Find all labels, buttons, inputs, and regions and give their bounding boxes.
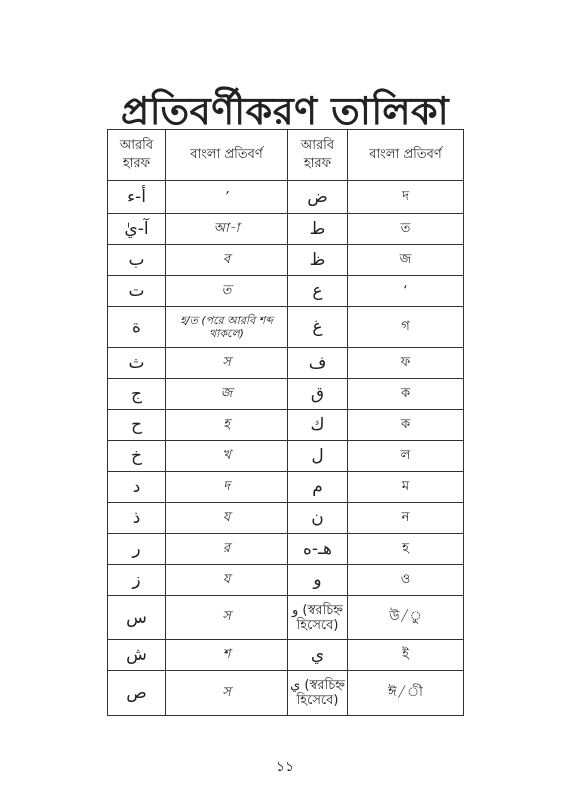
- arabic-letter-cell: ز: [108, 565, 166, 596]
- bangla-transliteration-cell: জ: [348, 245, 464, 276]
- arabic-letter-cell: س: [108, 596, 166, 640]
- arabic-letter-cell: ك: [288, 410, 348, 441]
- bangla-transliteration-cell: ল: [348, 441, 464, 472]
- table-row: [108, 565, 464, 596]
- bangla-transliteration-cell: য: [166, 565, 288, 596]
- bangla-transliteration-cell: ক: [348, 379, 464, 410]
- arabic-letter-cell: د: [108, 472, 166, 503]
- table-row: [108, 245, 464, 276]
- table-row: [108, 534, 464, 565]
- arabic-letter-cell: ذ: [108, 503, 166, 534]
- bangla-transliteration-cell: উ/ু: [348, 596, 464, 640]
- arabic-letter-cell: هـ-ه: [288, 534, 348, 565]
- arabic-letter-cell: ظ: [288, 245, 348, 276]
- arabic-letter-cell: ث: [108, 348, 166, 379]
- arabic-letter-cell: ح: [108, 410, 166, 441]
- header-arabic-letter-2: আরবি হারফ: [288, 130, 348, 181]
- table-row: [108, 472, 464, 503]
- arabic-letter-cell: ن: [288, 503, 348, 534]
- bangla-transliteration-cell: দ: [348, 181, 464, 214]
- table-row: [108, 348, 464, 379]
- bangla-transliteration-cell: ত: [166, 276, 288, 307]
- arabic-letter-cell: ق: [288, 379, 348, 410]
- table-row: [108, 441, 464, 472]
- arabic-letter-cell: ل: [288, 441, 348, 472]
- bangla-transliteration-cell: র: [166, 534, 288, 565]
- page-number: ১১: [275, 759, 295, 775]
- bangla-transliteration-cell: ফ: [348, 348, 464, 379]
- table-row: [108, 214, 464, 245]
- bangla-transliteration-cell: য: [166, 503, 288, 534]
- bangla-transliteration-cell: জ: [166, 379, 288, 410]
- table-row: [108, 503, 464, 534]
- table-row: [108, 307, 464, 348]
- header-bangla-transliteration-1: বাংলা প্রতিবর্ণ: [166, 130, 288, 181]
- transliteration-table: [107, 129, 464, 716]
- bangla-transliteration-cell: ‘: [348, 276, 464, 307]
- bangla-transliteration-cell: ম: [348, 472, 464, 503]
- arabic-letter-cell: ط: [288, 214, 348, 245]
- table-row: [108, 379, 464, 410]
- arabic-letter-cell: ص: [108, 671, 166, 716]
- arabic-letter-cell: ف: [288, 348, 348, 379]
- bangla-transliteration-cell: স: [166, 596, 288, 640]
- arabic-letter-cell: ض: [288, 181, 348, 214]
- arabic-letter-cell: ت: [108, 276, 166, 307]
- arabic-letter-cell: م: [288, 472, 348, 503]
- bangla-transliteration-cell: ই: [348, 640, 464, 671]
- bangla-transliteration-cell: স: [166, 348, 288, 379]
- header-bangla-transliteration-2: বাংলা প্রতিবর্ণ: [348, 130, 464, 181]
- arabic-letter-cell: غ: [288, 307, 348, 348]
- table-row: [108, 276, 464, 307]
- header-arabic-letter-1: আরবি হারফ: [108, 130, 166, 181]
- arabic-letter-cell: ي: [288, 640, 348, 671]
- page-title: প্রতিবর্ণীকরণ তালিকা: [120, 89, 450, 133]
- table-row: [108, 596, 464, 640]
- bangla-transliteration-cell: হ: [348, 534, 464, 565]
- bangla-transliteration-cell: গ: [348, 307, 464, 348]
- table-row: [108, 640, 464, 671]
- table-row: [108, 671, 464, 716]
- bangla-transliteration-cell: ’: [166, 181, 288, 214]
- bangla-transliteration-cell: আ-া: [166, 214, 288, 245]
- arabic-letter-cell: أ-ء: [108, 181, 166, 214]
- bangla-transliteration-cell: ক: [348, 410, 464, 441]
- bangla-transliteration-cell: ন: [348, 503, 464, 534]
- bangla-transliteration-cell: স: [166, 671, 288, 716]
- bangla-transliteration-cell: ব: [166, 245, 288, 276]
- arabic-letter-cell: ش: [108, 640, 166, 671]
- table-row: [108, 181, 464, 214]
- arabic-letter-cell: آ-يٰ: [108, 214, 166, 245]
- bangla-transliteration-cell: হ: [166, 410, 288, 441]
- table-row: [108, 410, 464, 441]
- arabic-letter-cell: ر: [108, 534, 166, 565]
- arabic-letter-cell: خ: [108, 441, 166, 472]
- table-header-row: [108, 130, 464, 181]
- bangla-transliteration-cell: ত: [348, 214, 464, 245]
- arabic-letter-cell: ب: [108, 245, 166, 276]
- arabic-letter-cell: ع: [288, 276, 348, 307]
- arabic-letter-cell: ج: [108, 379, 166, 410]
- arabic-letter-cell: و: [288, 565, 348, 596]
- bangla-transliteration-cell: ঈ/ী: [348, 671, 464, 716]
- arabic-letter-cell: ي (স্বরচিহ্ন হিসেবে): [288, 671, 348, 716]
- arabic-letter-cell: و (স্বরচিহ্ন হিসেবে): [288, 596, 348, 640]
- bangla-transliteration-cell: হ/ত (পরে আরবি শব্দ থাকলে): [166, 307, 288, 348]
- bangla-transliteration-cell: খ: [166, 441, 288, 472]
- bangla-transliteration-cell: শ: [166, 640, 288, 671]
- arabic-letter-cell: ة: [108, 307, 166, 348]
- bangla-transliteration-cell: দ: [166, 472, 288, 503]
- bangla-transliteration-cell: ও: [348, 565, 464, 596]
